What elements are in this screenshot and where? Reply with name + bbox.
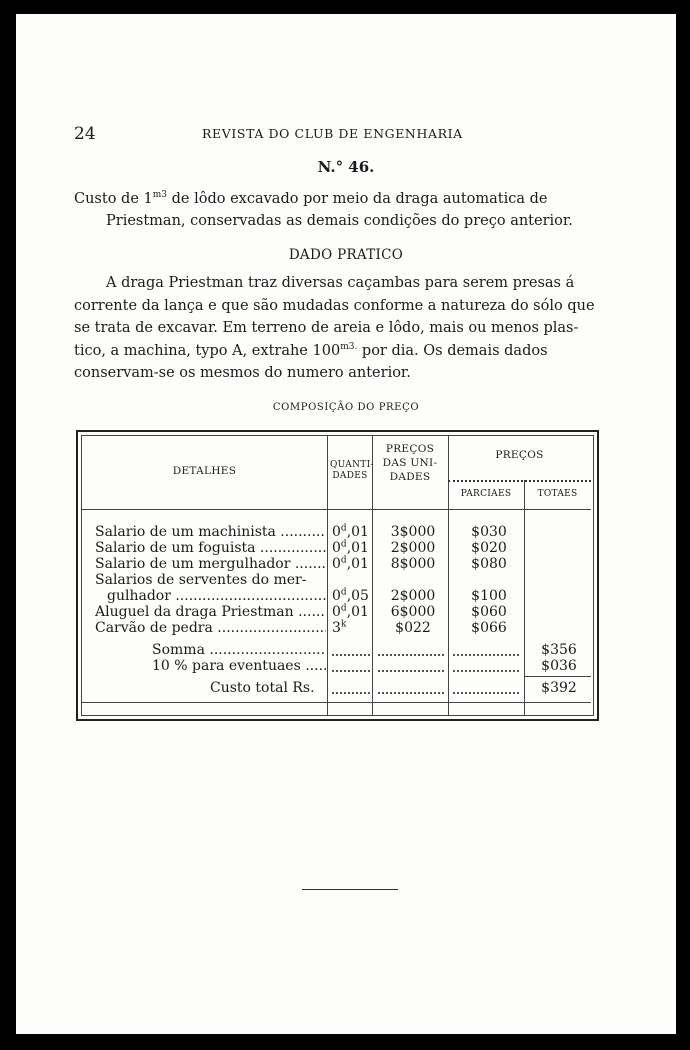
summary-row (82, 680, 591, 696)
intro-line: Custo de $1^{m3}$ de lôdo excavado por meio da draga automatica de (74, 190, 548, 207)
row-label: Salario de um machinista ..... (95, 524, 326, 540)
row-quantity: 0$^d$,01 (332, 555, 369, 572)
dot-leader (453, 654, 519, 656)
total-rule (524, 676, 591, 677)
paragraph-line: se trata de excavar. Em terreno de areia e lôdo, mais ou menos plas- (74, 320, 579, 336)
subheading: DADO PRATICO (288, 247, 404, 263)
intro-line: Priestman, conservadas as demais condições do preço anterior. (106, 213, 573, 229)
row-quantity: 0$^d$,01 (332, 539, 369, 556)
row-unit-price: $022 (395, 620, 431, 636)
row-partial: $066 (471, 620, 507, 636)
summary-row (82, 658, 591, 674)
table-row (82, 572, 591, 588)
row-partial: $060 (471, 604, 507, 620)
row-quantity: 3$^k$ (332, 619, 347, 636)
paragraph-line: tico, a machina, typo A, extrahe $100^{m3.}$ por dia. Os demais dados (74, 341, 548, 359)
row-partial: $080 (471, 556, 507, 572)
header-totaes: TOTAES (537, 489, 578, 499)
header-detalhes: DETALHES (172, 465, 237, 477)
page-header (16, 124, 676, 144)
row-unit-price: 8$000 (390, 556, 436, 572)
precos-header-rule (448, 480, 591, 482)
row-unit-price: 2$000 (390, 540, 436, 556)
table-row (82, 524, 591, 540)
section-number: N.° 46. (317, 158, 375, 176)
row-label: Salario de um mergulhador ..... (95, 556, 326, 572)
end-rule (302, 889, 398, 890)
paragraph-line: A draga Priestman traz diversas caçambas para serem presas á (106, 275, 575, 291)
table-row (82, 540, 591, 556)
price-table-inner (81, 435, 594, 716)
row-unit-price: 6$000 (390, 604, 436, 620)
dot-leader (332, 692, 370, 694)
page-number: 24 (74, 124, 96, 144)
running-title: REVISTA DO CLUB DE ENGENHARIA (202, 126, 463, 141)
summary-row (82, 642, 591, 658)
table-row (82, 556, 591, 572)
summary-total: $036 (541, 658, 577, 674)
row-label: gulhador ..... (95, 588, 326, 604)
row-label: Aluguel da draga Priestman ..... (95, 604, 326, 620)
table-row (82, 620, 591, 636)
dot-leader (453, 670, 519, 672)
dot-leader (378, 654, 444, 656)
row-partial: $020 (471, 540, 507, 556)
row-label: Salarios de serventes do mer- (95, 572, 307, 588)
row-quantity: 0$^d$,01 (332, 603, 369, 620)
row-unit-price: 3$000 (390, 524, 436, 540)
row-quantity: 0$^d$,01 (332, 523, 369, 540)
document-page (16, 14, 676, 1034)
summary-total: $356 (541, 642, 577, 658)
header-bottom-rule (82, 509, 591, 510)
paragraph-line: corrente da lança e que são mudadas conforme a natureza do sólo que (74, 297, 595, 314)
header-precos-unidades: PREÇOS DAS UNI- DADES (382, 443, 438, 483)
row-partial: $100 (471, 588, 507, 604)
summary-label: 10 % para eventuaes ..... (152, 658, 326, 674)
table-title: COMPOSIÇÃO DO PREÇO (272, 402, 420, 413)
price-table (76, 430, 599, 721)
dot-leader (332, 654, 370, 656)
table-row (82, 588, 591, 604)
header-parciaes: PARCIAES (460, 489, 512, 499)
dot-leader (453, 692, 519, 694)
table-bottom-rule (82, 702, 591, 703)
body-paragraph (74, 272, 602, 385)
table-row (82, 604, 591, 620)
summary-label: Custo total Rs. (210, 680, 315, 696)
row-partial: $030 (471, 524, 507, 540)
dot-leader (332, 670, 370, 672)
row-label: Salario de um foguista ..... (95, 540, 326, 556)
header-quantidades: QUANTI- DADES (330, 460, 374, 481)
intro-text (74, 188, 602, 232)
row-label: Carvão de pedra ..... (95, 620, 326, 636)
dot-leader (378, 692, 444, 694)
dot-leader (378, 670, 444, 672)
header-precos: PREÇOS (495, 449, 544, 461)
summary-label: Somma ..... (152, 642, 326, 658)
row-unit-price: 2$000 (390, 588, 436, 604)
paragraph-line: conservam-se os mesmos do numero anterior. (74, 365, 411, 381)
summary-total: $392 (541, 680, 577, 696)
row-quantity: 0$^d$,05 (332, 587, 369, 604)
